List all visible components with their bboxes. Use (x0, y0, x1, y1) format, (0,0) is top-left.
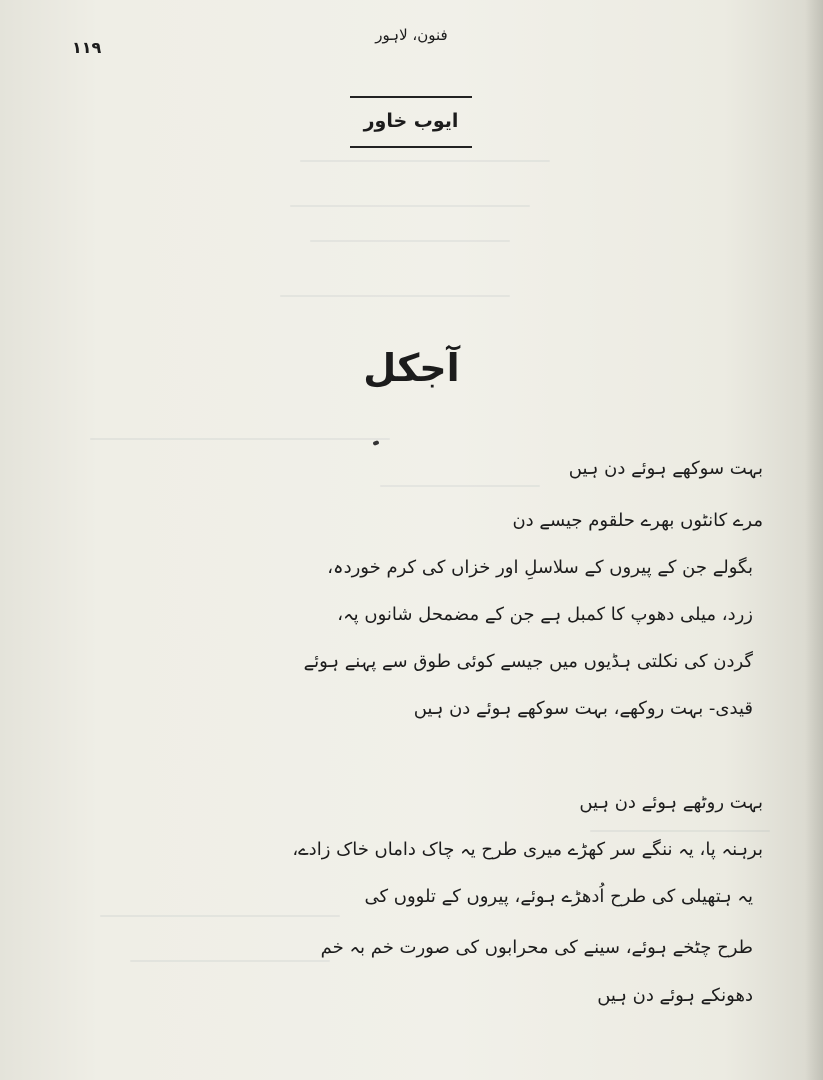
author-name: ایوب خاور (363, 110, 459, 132)
ink-mark (372, 440, 379, 446)
poem-line: گردن کی نکلتی ہڈیوں میں جیسے کوئی طوق سے پہنے ہوئے (303, 651, 753, 672)
page-edge-shadow (805, 0, 823, 1080)
bleed-through-line (280, 295, 510, 297)
bleed-through-line (310, 240, 510, 242)
page-number: ۱۱۹ (72, 38, 102, 57)
bleed-through-line (300, 160, 550, 162)
bleed-through-line (90, 438, 390, 440)
poem-line: مرے کانٹوں بھرے حلقوم جیسے دن (512, 510, 763, 531)
poem-line: طرح چٹخے ہوئے، سینے کی محرابوں کی صورت خم بہ خم (320, 937, 753, 958)
poem-line: بہت روٹھے ہوئے دن ہیں (579, 792, 763, 813)
poem-line: یہ ہتھیلی کی طرح اُدھڑے ہوئے، پیروں کے تلووں کی (364, 886, 753, 907)
bleed-through-line (590, 830, 770, 832)
poem-line: بہت سوکھے ہوئے دن ہیں (568, 458, 763, 479)
poem-line: دھونکے ہوئے دن ہیں (597, 985, 753, 1006)
author-rule-bottom (350, 146, 472, 148)
poem-title: آجکل (363, 346, 460, 390)
bleed-through-line (100, 915, 340, 917)
bleed-through-line (130, 960, 330, 962)
running-header: فنون، لاہور (375, 26, 448, 44)
bleed-through-line (290, 205, 530, 207)
poem-line: زرد، میلی دھوپ کا کمبل ہے جن کے مضمحل شانوں پہ، (337, 604, 753, 625)
poem-line: بگولے جن کے پیروں کے سلاسلِ اور خزاں کی کرم خوردہ، (327, 557, 753, 578)
poem-line: قیدی- بہت روکھے، بہت سوکھے ہوئے دن ہیں (413, 698, 753, 719)
poem-line: برہنہ پا، یہ ننگے سر کھڑے میری طرح یہ چاک داماں خاک زادے، (292, 839, 763, 860)
author-heading (350, 96, 472, 148)
author-rule-top (350, 96, 472, 98)
bleed-through-line (380, 485, 540, 487)
